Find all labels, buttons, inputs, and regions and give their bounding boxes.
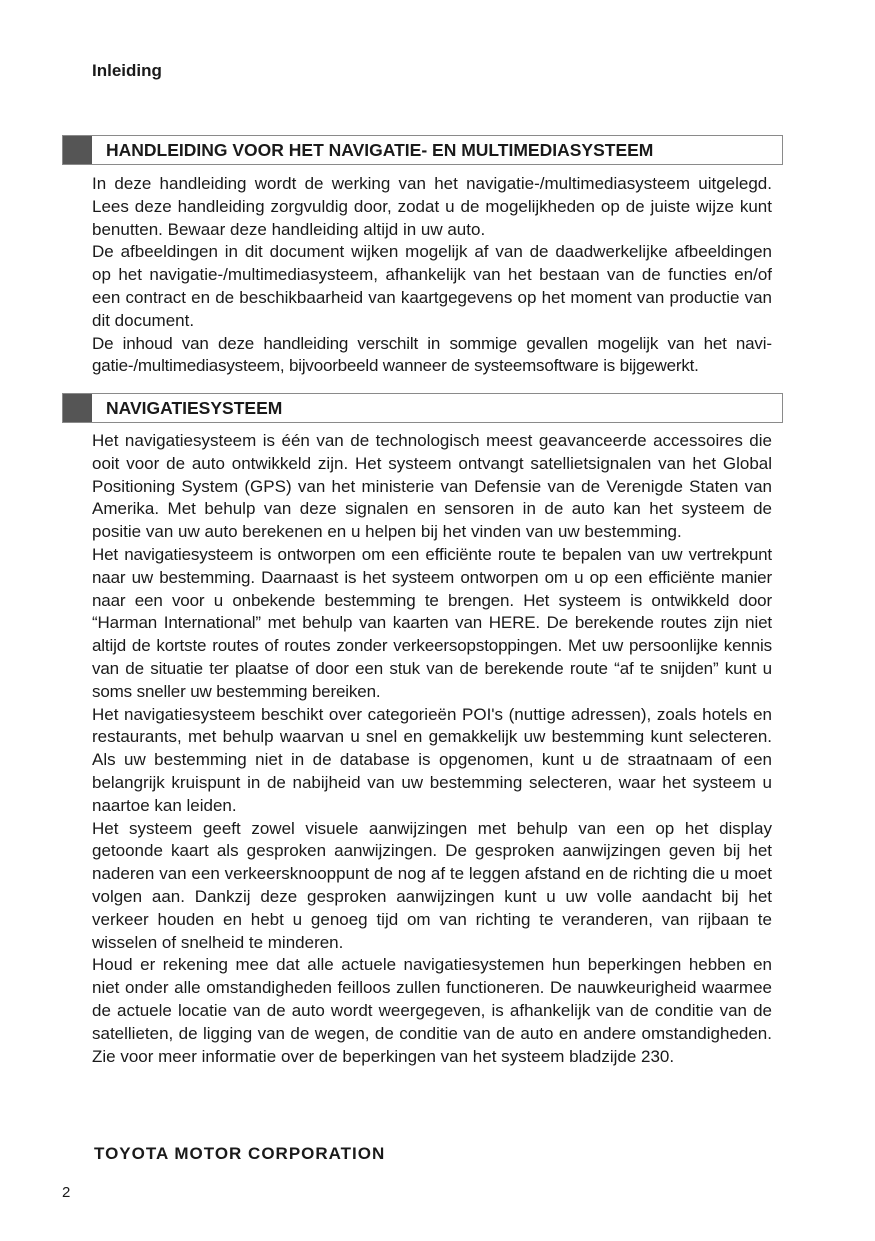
section-body-navigatiesysteem: [92, 430, 772, 1068]
chapter-header: Inleiding: [92, 61, 162, 80]
paragraph: Het navigatiesysteem is ontworpen om een efficiënte route te bepalen van uw vertrekpunt naar uw bestemming. Daarnaast is het systeem ontworpen om u op een efficiënte manier naar een voor u onbekende bestemming te brengen. Het systeem is ontwikkeld door “Harman International” met behulp van kaarten van HERE. De berekende routes zijn niet altijd de kortste routes of routes zonder verkeersopstoppingen. Met uw persoonlijke kennis van de situatie ter plaatse of door een stuk van de berekende route “af te snijden” kunt u soms sneller uw bestemming bereiken.: [92, 544, 772, 701]
section-body-handleiding: [92, 173, 772, 378]
paragraph: Het navigatiesysteem beschikt over categorieën POI's (nuttige adressen), zoals hotels en restaurants, met behulp waarvan u snel en gemakkelijk uw bestemming kunt selecteren. Als uw bestemming niet in de database is opgenomen, kunt u de straatnaam of een belangrijk kruispunt in de nabijheid van uw bestemming selecteren, waar het systeem u naartoe kan leiden.: [92, 704, 772, 815]
paragraph: De inhoud van deze handleiding verschilt in sommige gevallen mogelijk van het navigatie-/multimediasysteem, bijvoorbeeld wanneer de systeemsoftware is bijgewerkt.: [92, 333, 772, 376]
paragraph: Het systeem geeft zowel visuele aanwijzingen met behulp van een op het display getoonde kaart als gesproken aanwijzingen. De gesproken aanwijzingen geven bij het naderen van een verkeersknooppunt de nog af te leggen afstand en de richting die u moet volgen aan. Dankzij deze gesproken aanwijzingen kunt u uw volle aandacht bij het verkeer houden en hebt u genoeg tijd om van richting te veranderen, van rijbaan te wisselen of snelheid te minderen.: [92, 818, 772, 952]
paragraph: Houd er rekening mee dat alle actuele navigatiesystemen hun beperkingen hebben en niet onder alle omstandigheden feilloos zullen functioneren. De nauwkeurigheid waarmee de actuele locatie van de auto wordt weergegeven, is afhankelijk van de conditie van de satellieten, de ligging van de wegen, de conditie van de auto en andere omstandigheden. Zie voor meer informatie over de beperkingen van het systeem bladzijde 230.: [92, 955, 772, 1066]
paragraph: De afbeeldingen in dit document wijken mogelijk af van de daadwerkelijke afbeeldingen op het navigatie-/multimediasysteem, afhankelijk van het bestaan van de functies en/of een contract en de beschikbaarheid van kaartgegevens op het moment van productie van dit document.: [92, 242, 772, 330]
paragraph: Het navigatiesysteem is één van de technologisch meest geavanceerde accessoires die ooit voor de auto ontwikkeld zijn. Het systeem ontvangt satellietsignalen van het Global Positioning System (GPS) van het ministerie van Defensie van de Verenigde Staten van Amerika. Met behulp van deze signalen en sensoren in de auto kan het systeem de positie van uw auto berekenen en u helpen bij het vinden van uw bestemming.: [92, 431, 772, 542]
section-marker: [63, 394, 92, 422]
section-title: HANDLEIDING VOOR HET NAVIGATIE- EN MULTIMEDIASYSTEEM: [106, 140, 654, 160]
section-heading-navigatiesysteem: [62, 393, 783, 423]
corporation-name: TOYOTA MOTOR CORPORATION: [94, 1144, 386, 1163]
section-marker: [63, 136, 92, 164]
section-title: NAVIGATIESYSTEEM: [106, 398, 283, 418]
paragraph: In deze handleiding wordt de werking van het navigatie-/multimediasysteem uitgelegd. Lees deze handleiding zorgvuldig door, zodat u de mogelijkheden op de juiste wijze kunt benutten. Bewaar deze handleiding altijd in uw auto.: [92, 174, 772, 239]
section-heading-handleiding: [62, 135, 783, 165]
page-number: 2: [62, 1184, 71, 1201]
